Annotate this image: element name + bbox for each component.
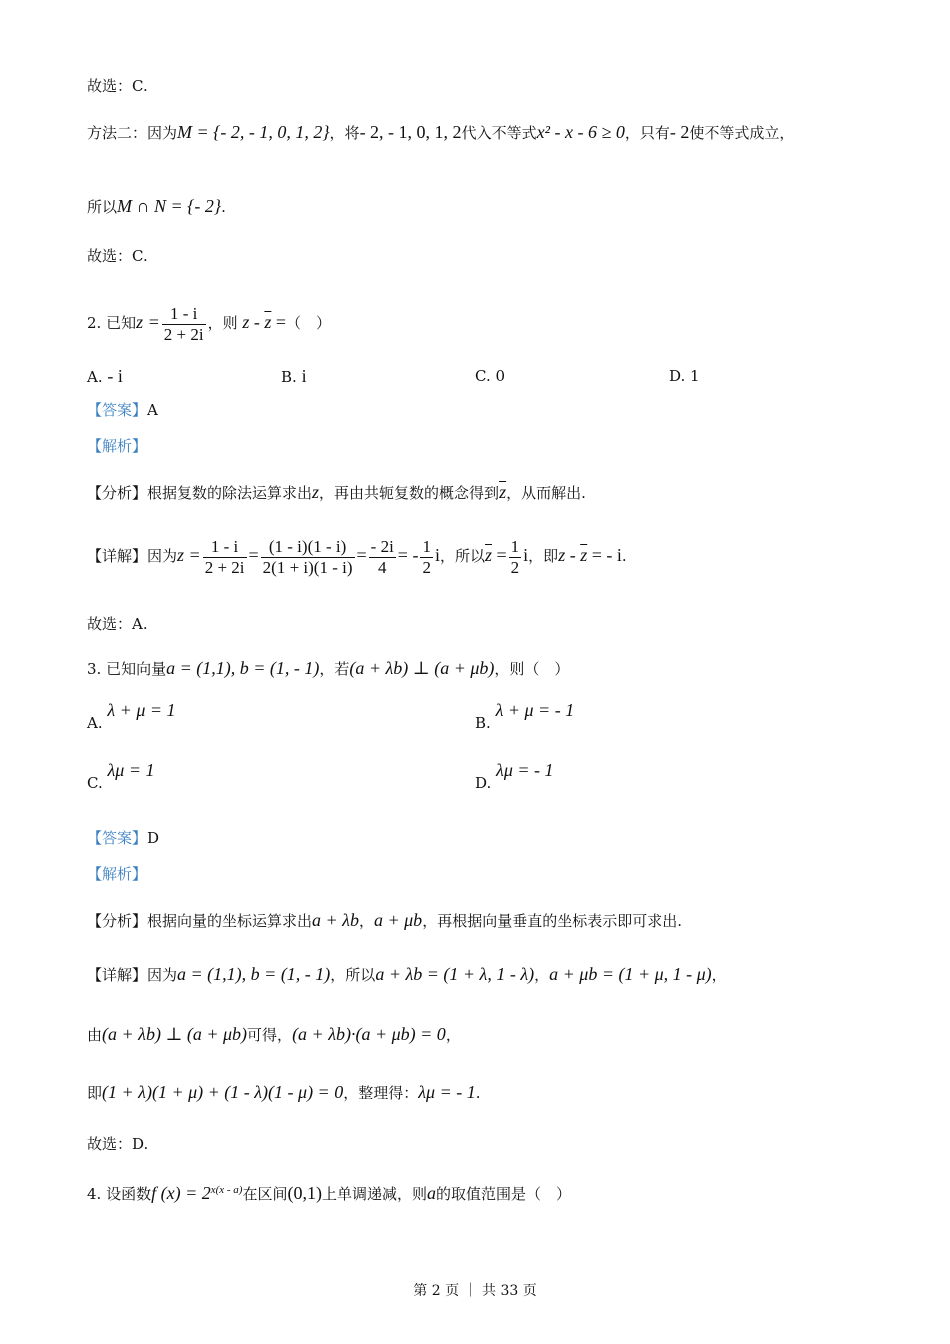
- answer-choice-line: 故选：C.: [87, 247, 148, 265]
- detail-line: 【详解】因为z = $\frac{1 - i}{2 + 2i}$ = $\frac{(1 - i)(1 - i)}{2(1 + i)(1 - i)}$ = $\frac{- 2i}{4}$ = - $\frac{1}{2}$ i，所以$\overline{z}$ = $\frac{1}{2}$ i，即z - $\overline{z}$ = - i.: [87, 536, 627, 577]
- answer-choice-line: 故选：C.: [87, 77, 148, 95]
- option-a: A. λ + μ = 1: [87, 700, 176, 732]
- answer-line: 【答案】D: [87, 829, 160, 847]
- detail-line: 【详解】因为a = (1,1), b = (1, - 1)，所以a + λb = (1 + λ, 1 - λ)，a + μb = (1 + μ, 1 - μ)，: [87, 964, 727, 984]
- simplify-line: 即(1 + λ)(1 + μ) + (1 - λ)(1 - μ) = 0，整理得：λμ = - 1.: [87, 1082, 481, 1102]
- question-3: 3. 已知向量a = (1,1), b = (1, - 1)，若(a + λb) ⊥ (a + μb)，则（ ）: [87, 658, 570, 678]
- answer-choice-line: 故选：D.: [87, 1135, 149, 1153]
- page-footer: 第 2 页 ｜ 共 33 页: [413, 1283, 537, 1299]
- option-d: D. 1: [669, 367, 700, 385]
- option-d: D. λμ = - 1: [475, 760, 554, 792]
- option-c: C. λμ = 1: [87, 760, 155, 792]
- answer-choice-line: 故选：A.: [87, 615, 148, 633]
- analysis-line: 【分析】根据向量的坐标运算求出a + λb，a + μb，再根据向量垂直的坐标表示即可求出.: [87, 910, 682, 930]
- perpendicular-line: 由(a + λb) ⊥ (a + μb)可得，(a + λb)·(a + μb) = 0，: [87, 1024, 461, 1044]
- intersection-line: 所以M ∩ N = {- 2}.: [87, 196, 226, 216]
- answer-line: 【答案】A: [87, 401, 158, 419]
- option-c: C. 0: [475, 367, 506, 385]
- analysis-label: 【解析】: [87, 437, 148, 455]
- question-2: 2. 已知z = $\frac{1 - i}{2 + 2i}$ ，则 z - $\overline{z}$ =（ ）: [87, 303, 332, 344]
- analysis-label: 【解析】: [87, 865, 148, 883]
- option-b: B. i: [281, 366, 307, 386]
- option-a: A. - i: [87, 366, 123, 386]
- analysis-line: 【分析】根据复数的除法运算求出z，再由共轭复数的概念得到$\overline{z}$，从而解出.: [87, 482, 586, 502]
- question-4: 4. 设函数f $(x) = 2^{x(x - a)}$在区间(0,1)上单调递减，则a的取值范围是（ ）: [87, 1183, 572, 1203]
- option-b: B. λ + μ = - 1: [475, 700, 575, 732]
- method-two-line: 方法二：因为M = {- 2, - 1, 0, 1, 2}，将- 2, - 1, 0, 1, 2代入不等式x² - x - 6 ≥ 0，只有- 2使不等式成立，: [87, 122, 795, 142]
